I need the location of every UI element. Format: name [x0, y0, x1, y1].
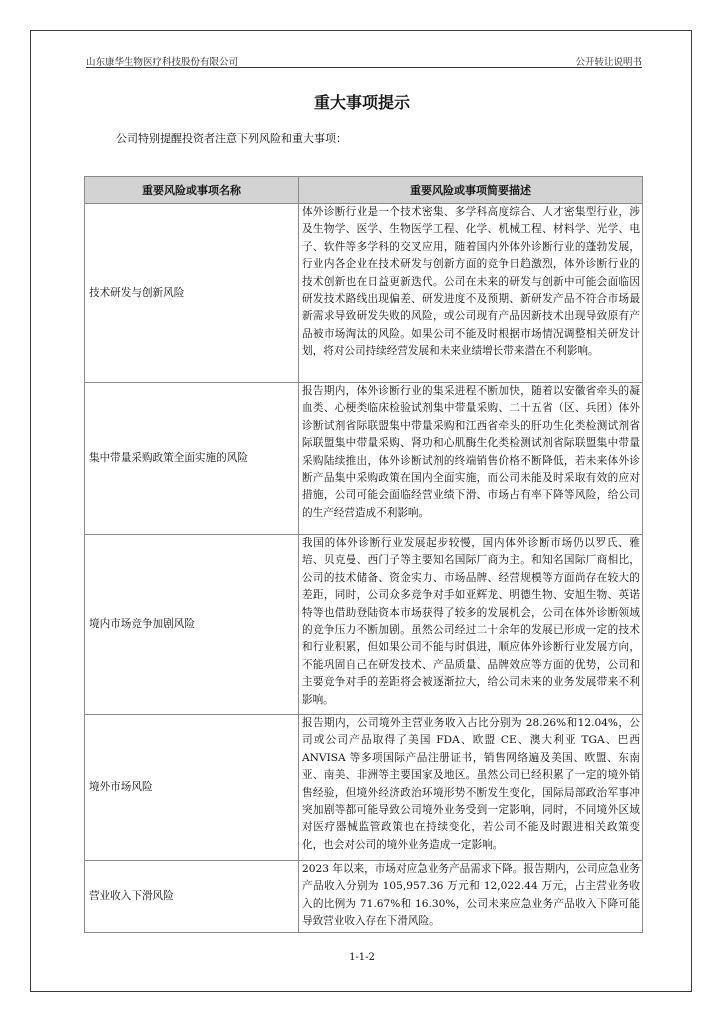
column-header-name: 重要风险或事项名称	[85, 177, 299, 204]
risk-name: 营业收入下滑风险	[85, 861, 299, 933]
page-header	[86, 52, 642, 68]
intro-text: 公司特别提醒投资者注意下列风险和重大事项：	[116, 132, 347, 145]
page-number: 1-1-2	[349, 952, 375, 963]
risk-description: 报告期内，体外诊断行业的集采进程不断加快，随着以安徽省牵头的凝血类、心梗类临床检验试剂集中带量采购、二十五省（区、兵团）体外诊断试剂省际联盟集中带量采购和江西省牵头的肝功生化类检测试剂省际联盟集中带量采购、肾功和心肌酶生化类检测试剂省际联盟集中带量采购陆续推出，体外诊断试剂的终端销售价格不断降低，若未来体外诊断产品集中采购政策在国内全面实施，而公司未能及时采取有效的应对措施，公司可能会面临经营业绩下滑、市场占有率下降等风险，给公司的生产经营造成不利影响。	[299, 383, 643, 535]
header-doc-type: 公开转让说明书	[575, 57, 642, 68]
risk-name: 境外市场风险	[85, 715, 299, 861]
header-divider	[86, 67, 642, 68]
table-row	[85, 535, 643, 715]
risk-description: 体外诊断行业是一个技术密集、多学科高度综合、人才密集型行业，涉及生物学、医学、生物医学工程、化学、机械工程、材料学、光学、电子、软件等多学科的交叉应用，随着国内外体外诊断行业的蓬勃发展，行业内各企业在技术研发与创新方面的竞争日趋激烈，体外诊断行业的技术创新也在日益更新迭代。公司在未来的研发与创新中可能会面临因研发技术路线出现偏差、研发进度不及预期、新研发产品不符合市场最新需求导致研发失败的风险，或公司现有产品因新技术出现导致原有产品被市场淘汰的风险。如果公司不能及时根据市场情况调整相关研发计划，将对公司持续经营发展和未来业绩增长带来潜在不利影响。	[299, 204, 643, 383]
page-title: 重大事项提示	[313, 93, 410, 112]
risk-name: 境内市场竞争加剧风险	[85, 535, 299, 715]
table-header-row	[85, 177, 643, 204]
risk-description: 报告期内，公司境外主营业务收入占比分别为 28.26%和12.04%，公司或公司产品取得了美国 FDA、欧盟 CE、澳大利亚 TGA、巴西 ANVISA 等多项国际产品注册证书，销售网络遍及美国、欧盟、东南亚、南美、非洲等主要国家及地区。虽然公司已经积累了一定的境外销售经验，但境外经济政治环境形势不断发生变化，国际局部政治军事冲突加剧等都可能导致公司境外业务受到一定影响，同时，不同境外区域对医疗器械监管政策也在持续变化，若公司不能及时跟进相关政策变化，也会对公司的境外业务造成一定影响。	[299, 715, 643, 861]
table-row	[85, 861, 643, 933]
risk-description: 2023 年以来，市场对应急业务产品需求下降。报告期内，公司应急业务产品收入分别为 105,957.36 万元和 12,022.44 万元，占主营业务收入的比例为 71.67%和 16.30%，公司未来应急业务产品收入下降可能导致营业收入存在下滑风险。	[299, 861, 643, 933]
table-row	[85, 204, 643, 383]
table-row	[85, 715, 643, 861]
risk-description: 我国的体外诊断行业发展起步较慢，国内体外诊断市场仍以罗氏、雅培、贝克曼、西门子等主要知名国际厂商为主。和知名国际厂商相比，公司的技术储备、资金实力、市场品牌、经营规模等方面尚存在较大的差距，同时，公司众多竞争对手如亚辉龙、明德生物、安旭生物、英诺特等也借助登陆资本市场获得了较多的发展机会，公司在体外诊断领域的竞争压力不断加剧。虽然公司经过二十余年的发展已形成一定的技术和行业积累，但如果公司不能与时俱进，顺应体外诊断行业发展方向，不能巩固自己在研发技术、产品质量、品牌效应等方面的优势，公司和主要竞争对手的差距将会被逐渐拉大，给公司未来的业务发展带来不利影响。	[299, 535, 643, 715]
risk-table	[84, 176, 643, 933]
column-header-description: 重要风险或事项简要描述	[299, 177, 643, 204]
risk-name: 集中带量采购政策全面实施的风险	[85, 383, 299, 535]
risk-name: 技术研发与创新风险	[85, 204, 299, 383]
header-company: 山东康华生物医疗科技股份有限公司	[86, 57, 239, 68]
table-row	[85, 383, 643, 535]
